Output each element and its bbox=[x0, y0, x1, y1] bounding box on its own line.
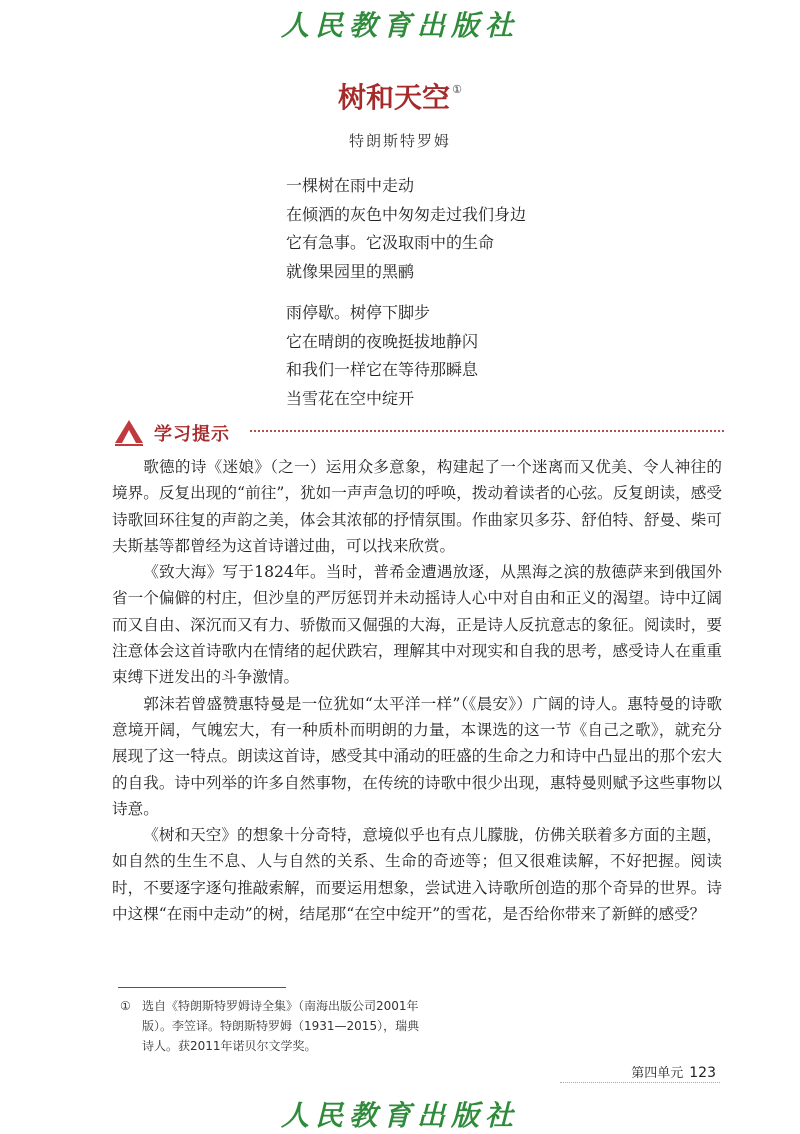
unit-label: 第四单元 bbox=[631, 1066, 684, 1081]
poem-line: 就像果园里的黑鹂 bbox=[286, 261, 415, 281]
tips-paragraph: 《致大海》写于1824年。当时，普希金遭遇放逐，从黑海之滨的敖德萨来到俄国外省一个偏僻的村庄，但沙皇的严厉惩罚并未动摇诗人心中对自由和正义的渴望。诗中辽阔而又自由、深沉而又有力、骄傲而又倔强的大海，正是诗人反抗意志的象征。阅读时，要注意体会这首诗歌内在情绪的起伏跌宕，理解其中对现实和自我的思考，感受诗人在重重束缚下迸发出的斗争激情。 bbox=[112, 563, 722, 687]
tips-paragraph: 《树和天空》的想象十分奇特，意境似乎也有点儿朦胧，仿佛关联着多方面的主题，如自然的生生不息、人与自然的关系、生命的奇迹等；但又很难读解，不好把握。阅读时，不要逐字逐句推敲索解，而要运用想象，尝试进入诗歌所创造的那个奇异的世界。诗中这棵“在雨中走动”的树，结尾那“在空中绽开”的雪花，是否给你带来了新鲜的感受？ bbox=[112, 826, 722, 924]
footnote bbox=[120, 996, 420, 1056]
study-tips-title: 学习提示 bbox=[154, 424, 230, 445]
page-title bbox=[0, 76, 800, 116]
dotted-divider bbox=[250, 430, 724, 432]
footnote-number: ① bbox=[120, 999, 131, 1013]
poem-line: 在倾洒的灰色中匆匆走过我们身边 bbox=[286, 204, 527, 224]
page-footer bbox=[631, 1062, 716, 1081]
title-text: 树和天空 bbox=[338, 81, 451, 114]
study-tips-body bbox=[112, 454, 722, 927]
study-tips-icon bbox=[112, 417, 146, 447]
poem-line: 和我们一样它在等待那瞬息 bbox=[286, 360, 479, 379]
poem-line: 雨停歇。树停下脚步 bbox=[286, 303, 431, 322]
footnote-divider bbox=[118, 987, 286, 988]
page-footer-rule bbox=[560, 1082, 720, 1083]
stanza-gap bbox=[286, 286, 526, 299]
poem-line: 它在晴朗的夜晚挺拔地静闪 bbox=[286, 331, 479, 351]
poem bbox=[286, 172, 526, 413]
study-tips-header bbox=[112, 417, 724, 447]
tips-paragraph: 郭沫若曾盛赞惠特曼是一位犹如“太平洋一样”（《晨安》）广阔的诗人。惠特曼的诗歌意境开阔，气魄宏大，有一种质朴而明朗的力量，本课选的这一节《自己之歌》，就充分展现了这一特点。朗读这首诗，感受其中涌动的旺盛的生命之力和诗中凸显出的那个宏大的自我。诗中列举的许多自然事物，在传统的诗歌中很少出现，惠特曼则赋予这些事物以诗意。 bbox=[112, 694, 722, 818]
poem-line: 它有急事。它汲取雨中的生命 bbox=[286, 233, 495, 252]
footnote-text: 选自《特朗斯特罗姆诗全集》（南海出版公司2001年版）。李笠译。特朗斯特罗姆（1931—2015），瑞典诗人。获2011年诺贝尔文学奖。 bbox=[142, 999, 420, 1053]
poem-line: 当雪花在空中绽开 bbox=[286, 388, 415, 408]
publisher-logo-top: 人民教育出版社 bbox=[280, 9, 519, 42]
tips-paragraph: 歌德的诗《迷娘》（之一）运用众多意象，构建起了一个迷离而又优美、令人神往的境界。反复出现的“前往”，犹如一声声急切的呼唤，拨动着读者的心弦。反复朗读，感受诗歌回环往复的声韵之美，体会其浓郁的抒情氛围。作曲家贝多芬、舒伯特、舒曼、柴可夫斯基等都曾经为这首诗谱过曲，可以找来欣赏。 bbox=[112, 458, 722, 555]
page-number: 123 bbox=[689, 1065, 716, 1081]
poem-line: 一棵树在雨中走动 bbox=[286, 176, 415, 195]
author-name: 特朗斯特罗姆 bbox=[348, 132, 451, 150]
title-footnote-mark: ① bbox=[452, 83, 462, 96]
publisher-logo-bottom: 人民教育出版社 bbox=[280, 1099, 519, 1132]
